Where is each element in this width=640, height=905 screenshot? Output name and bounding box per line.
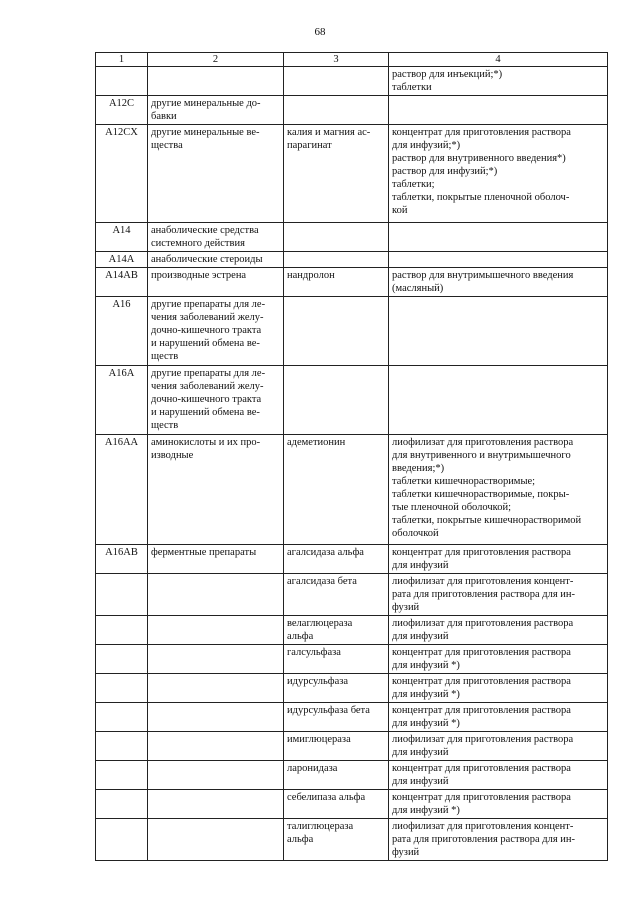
dosage-form [389,96,608,125]
table-row [96,125,608,223]
drug-list-table [95,52,608,861]
inn-name: адеметионин [284,435,389,545]
group-name [148,703,284,732]
table-row [96,223,608,252]
group-name [148,819,284,861]
dosage-form [389,252,608,268]
atc-code: A14 [96,223,148,252]
dosage-form [389,366,608,435]
table-row [96,435,608,545]
inn-name [284,297,389,366]
group-name: другие минеральные ве- щества [148,125,284,223]
group-name [148,761,284,790]
table-row [96,96,608,125]
group-name [148,616,284,645]
dosage-form [389,297,608,366]
inn-name: имиглюцераза [284,732,389,761]
dosage-form: лиофилизат для приготовления раствора для инфузий [389,732,608,761]
group-name [148,732,284,761]
group-name [148,790,284,819]
group-name: анаболические средства системного действия [148,223,284,252]
dosage-form: концентрат для приготовления раствора для инфузий *) [389,703,608,732]
table-row [96,268,608,297]
group-name: ферментные препараты [148,545,284,574]
atc-code [96,645,148,674]
table-row [96,819,608,861]
table-row [96,645,608,674]
group-name: другие препараты для ле- чения заболеваний желу- дочно-кишечного тракта и нарушений обмена ве- ществ [148,366,284,435]
dosage-form: раствор для инъекций;*) таблетки [389,67,608,96]
column-header-form: 4 [389,53,608,67]
atc-code: A16 [96,297,148,366]
column-header-group: 2 [148,53,284,67]
atc-code [96,616,148,645]
group-name [148,67,284,96]
inn-name: идурсульфаза бета [284,703,389,732]
dosage-form: раствор для внутримышечного введения (масляный) [389,268,608,297]
atc-code: A16AA [96,435,148,545]
atc-code: A14A [96,252,148,268]
dosage-form: лиофилизат для приготовления концент- рата для приготовления раствора для ин- фузий [389,819,608,861]
inn-name [284,366,389,435]
table-row [96,297,608,366]
atc-code [96,574,148,616]
table-row [96,761,608,790]
atc-code [96,703,148,732]
group-name: другие минеральные до- бавки [148,96,284,125]
dosage-form: лиофилизат для приготовления раствора для внутривенного и внутримышечного введения;*) таблетки кишечнорастворимые; таблетки кишечнорастворимые, покры- тые пленочной оболочкой; таблетки, покрытые кишечнорастворимой оболочкой [389,435,608,545]
inn-name: агалсидаза альфа [284,545,389,574]
atc-code: A16AB [96,545,148,574]
inn-name: калия и магния ас- парагинат [284,125,389,223]
inn-name: талиглюцераза альфа [284,819,389,861]
atc-code: A12CX [96,125,148,223]
table-row [96,366,608,435]
atc-code [96,732,148,761]
inn-name: идурсульфаза [284,674,389,703]
inn-name: велаглюцераза альфа [284,616,389,645]
atc-code: A16A [96,366,148,435]
table-row [96,252,608,268]
column-header-inn: 3 [284,53,389,67]
table-row [96,616,608,645]
dosage-form: концентрат для приготовления раствора для инфузий *) [389,674,608,703]
group-name [148,574,284,616]
table-row [96,703,608,732]
atc-code [96,674,148,703]
dosage-form: лиофилизат для приготовления концент- рата для приготовления раствора для ин- фузий [389,574,608,616]
inn-name [284,252,389,268]
column-header-code: 1 [96,53,148,67]
inn-name: ларонидаза [284,761,389,790]
inn-name: галсульфаза [284,645,389,674]
atc-code [96,761,148,790]
inn-name: себелипаза альфа [284,790,389,819]
inn-name [284,96,389,125]
dosage-form: концентрат для приготовления раствора для инфузий [389,761,608,790]
group-name: производные эстрена [148,268,284,297]
inn-name [284,67,389,96]
table-row [96,545,608,574]
table-row [96,790,608,819]
table-row [96,67,608,96]
atc-code [96,819,148,861]
inn-name: нандролон [284,268,389,297]
table-row [96,574,608,616]
inn-name: агалсидаза бета [284,574,389,616]
group-name [148,674,284,703]
atc-code [96,790,148,819]
group-name: аминокислоты и их про- изводные [148,435,284,545]
dosage-form: концентрат для приготовления раствора для инфузий;*) раствор для внутривенного введения*) раствор для инфузий;*) таблетки; таблетки, покрытые пленочной оболоч- кой [389,125,608,223]
table-row [96,674,608,703]
inn-name [284,223,389,252]
group-name: анаболические стероиды [148,252,284,268]
atc-code [96,67,148,96]
dosage-form: лиофилизат для приготовления раствора для инфузий [389,616,608,645]
dosage-form: концентрат для приготовления раствора для инфузий *) [389,790,608,819]
group-name [148,645,284,674]
dosage-form: концентрат для приготовления раствора для инфузий [389,545,608,574]
page-number: 68 [314,26,326,38]
dosage-form [389,223,608,252]
table-row [96,732,608,761]
table-header-row [96,53,608,67]
atc-code: A14AB [96,268,148,297]
dosage-form: концентрат для приготовления раствора для инфузий *) [389,645,608,674]
atc-code: A12C [96,96,148,125]
group-name: другие препараты для ле- чения заболеваний желу- дочно-кишечного тракта и нарушений обмена ве- ществ [148,297,284,366]
